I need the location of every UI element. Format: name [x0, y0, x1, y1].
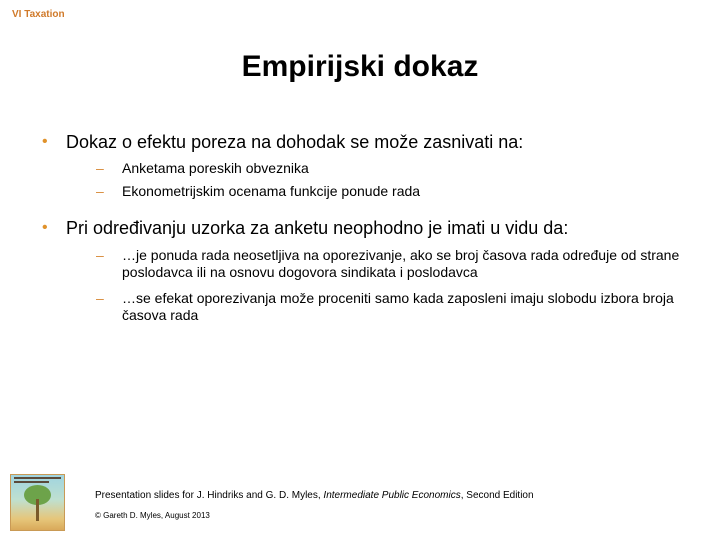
footer-book-title: Intermediate Public Economics	[323, 490, 461, 501]
dash-icon: –	[96, 247, 104, 263]
section-tag: VI Taxation	[12, 9, 65, 20]
footer-prefix: Presentation slides for J. Hindriks and G. D. Myles,	[95, 490, 324, 501]
bullet-2	[42, 217, 702, 239]
dash-icon: –	[96, 290, 104, 306]
book-cover-image	[10, 474, 65, 531]
sub-bullet-1-1	[96, 160, 696, 177]
bullet-dot-icon: •	[42, 133, 48, 150]
dash-icon: –	[96, 183, 104, 199]
footer-copyright: © Gareth D. Myles, August 2013	[95, 511, 210, 520]
footer-citation	[95, 490, 534, 501]
sub-bullet-text: Ekonometrijskim ocenama funkcije ponude rada	[122, 183, 421, 199]
sub-bullet-1-2	[96, 183, 696, 200]
footer-suffix: , Second Edition	[460, 490, 534, 501]
sub-bullet-text: Anketama poreskih obveznika	[122, 160, 309, 176]
bullet-2-text: Pri određivanju uzorka za anketu neophodno je imati u vidu da:	[66, 218, 569, 238]
sub-bullet-2-2	[96, 290, 696, 324]
sub-bullet-text: …je ponuda rada neosetljiva na oporezivanje, ako se broj časova rada određuje od strane poslodavca ili na osnovu dogovora sindikata i poslodavca	[122, 247, 680, 280]
sub-bullet-2-1	[96, 247, 696, 281]
dash-icon: –	[96, 160, 104, 176]
bullet-1	[42, 131, 702, 153]
sub-bullet-text: …se efekat oporezivanja može proceniti samo kada zaposleni imaju slobodu izbora broja časova rada	[122, 290, 674, 323]
slide-title: Empirijski dokaz	[241, 50, 479, 83]
bullet-1-text: Dokaz o efektu poreza na dohodak se može zasnivati na:	[66, 132, 524, 152]
bullet-dot-icon: •	[42, 219, 48, 236]
